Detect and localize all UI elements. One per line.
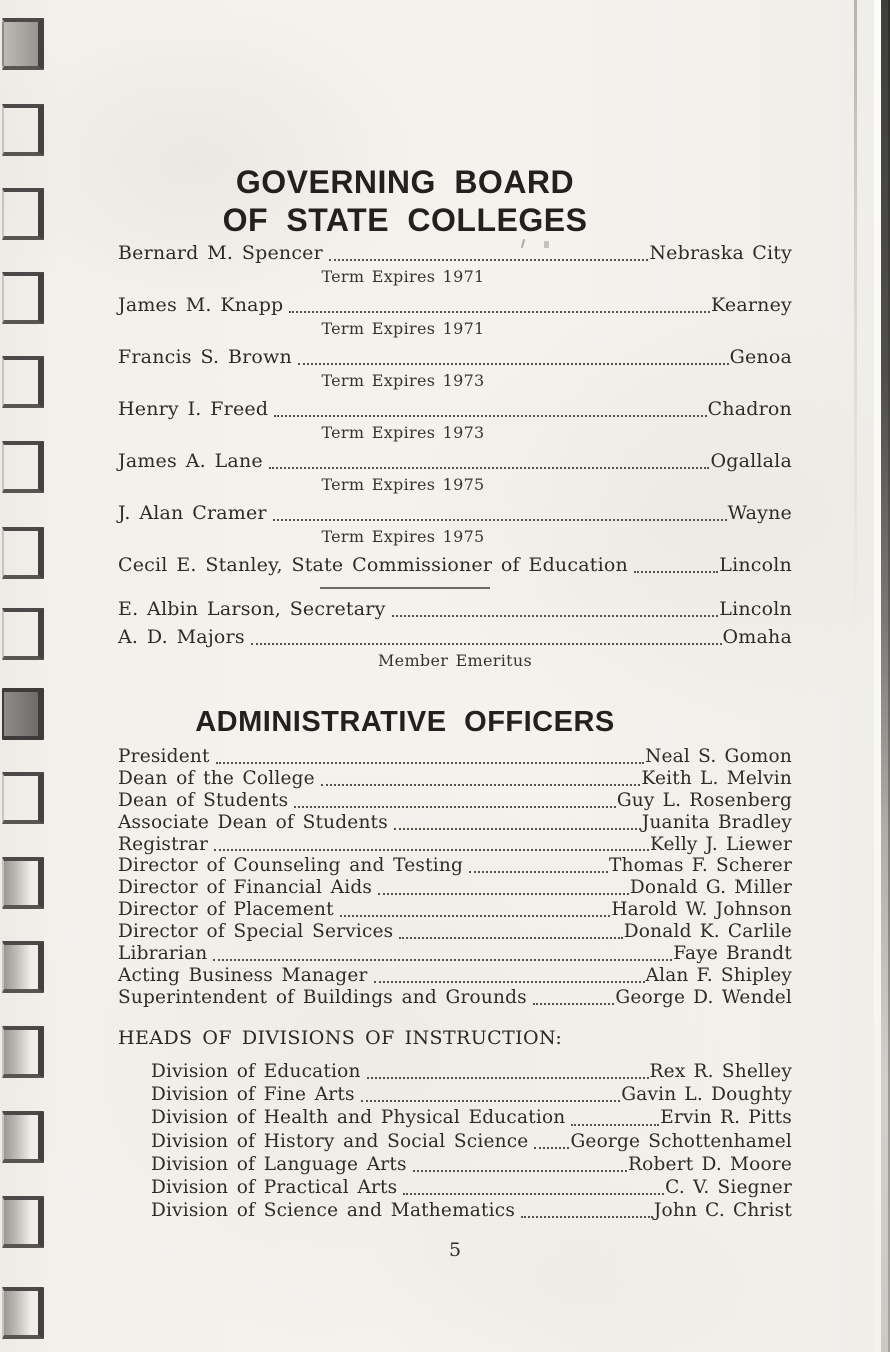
directory-row (118, 768, 792, 790)
board-member-row (118, 240, 792, 266)
board-member-city: Ogallala (710, 450, 792, 472)
binding-mark-artifact (2, 356, 44, 408)
directory-row-name: John C. Christ (653, 1200, 792, 1222)
directory-row-name: Robert D. Moore (628, 1153, 792, 1175)
directory-row (151, 1060, 792, 1083)
directory-row (118, 899, 792, 921)
dotted-leader (399, 937, 622, 939)
directory-row-title: Division of Fine Arts (151, 1084, 355, 1106)
dotted-leader (367, 1077, 649, 1079)
term-note: Term Expires 1971 (321, 267, 485, 286)
directory-row-title: Division of History and Social Science (151, 1130, 529, 1152)
directory-row-title: President (118, 746, 210, 767)
directory-row-title: Division of Education (151, 1061, 361, 1082)
dotted-leader (469, 871, 608, 873)
board-member-entry (118, 624, 792, 672)
directory-row-title: Director of Special Services (118, 921, 394, 943)
directory-row-name: C. V. Siegner (665, 1176, 792, 1198)
divisions-heading: HEADS OF DIVISIONS OF INSTRUCTION: (118, 1027, 563, 1049)
binding-mark-artifact (2, 1111, 44, 1163)
board-member-entry (118, 396, 792, 444)
dotted-leader (394, 828, 641, 830)
dotted-leader (251, 643, 722, 645)
directory-row (118, 790, 792, 812)
directory-row (118, 834, 792, 856)
board-member-row (118, 344, 792, 370)
dotted-leader (216, 762, 645, 764)
directory-row-name: Keith L. Melvin (641, 767, 792, 789)
term-note: Term Expires 1975 (321, 475, 485, 494)
dotted-leader (274, 415, 706, 417)
dotted-leader (269, 467, 710, 469)
dotted-leader (634, 571, 718, 573)
directory-row-name: Guy L. Rosenberg (616, 789, 792, 811)
dotted-leader (289, 311, 710, 313)
directory-row-title: Director of Counseling and Testing (118, 855, 464, 877)
board-member-name: Cecil E. Stanley, State Commissioner of Education (118, 554, 628, 576)
page-crease (854, 0, 857, 640)
divider-rule (320, 587, 490, 589)
dotted-leader (294, 806, 615, 808)
directory-row-title: Division of Health and Physical Education (151, 1107, 566, 1129)
page-number: 5 (448, 1239, 462, 1261)
term-note: Term Expires 1973 (321, 371, 485, 390)
governing-board-title (118, 163, 692, 239)
directory-row-name: Thomas F. Scherer (609, 855, 792, 877)
board-member-entry (118, 552, 792, 578)
directory-row-title: Division of Science and Mathematics (151, 1200, 516, 1222)
directory-row-name: Harold W. Johnson (611, 899, 792, 921)
directory-row-title: Dean of the College (118, 767, 315, 789)
binding-mark-artifact (2, 272, 44, 324)
divisions-list (118, 1060, 792, 1222)
directory-row (151, 1130, 792, 1153)
dotted-leader (533, 1003, 615, 1005)
board-member-city: Omaha (722, 626, 792, 648)
directory-row-title: Division of Language Arts (151, 1153, 407, 1175)
directory-row (151, 1153, 792, 1176)
directory-row (151, 1106, 792, 1129)
directory-row (118, 943, 792, 965)
board-member-row (118, 292, 792, 318)
directory-row (118, 965, 792, 987)
directory-row (118, 855, 792, 877)
page-edge-highlight (874, 0, 881, 1352)
board-member-name: E. Albin Larson, Secretary (118, 598, 386, 620)
term-note: Term Expires 1973 (321, 423, 485, 442)
board-member-city: Lincoln (719, 598, 792, 620)
board-member-entry (118, 500, 792, 548)
binding-mark-artifact (2, 441, 44, 493)
board-member-row (118, 552, 792, 578)
board-member-name: Henry I. Freed (118, 398, 269, 420)
directory-row-name: George Schottenhamel (570, 1130, 792, 1152)
dotted-leader (273, 519, 727, 521)
directory-row-name: Faye Brandt (673, 943, 792, 965)
board-member-entry (118, 448, 792, 496)
directory-row-name: Kelly J. Liewer (650, 833, 792, 855)
board-member-row (118, 596, 792, 622)
directory-row-name: Ervin R. Pitts (660, 1107, 792, 1129)
directory-row (118, 812, 792, 834)
directory-row-name: George D. Wendel (615, 986, 792, 1008)
directory-row-title: Librarian (118, 943, 208, 965)
board-member-name: Francis S. Brown (118, 346, 292, 368)
term-note: Term Expires 1971 (321, 319, 485, 338)
term-note: Member Emeritus (378, 651, 532, 670)
dotted-leader (298, 363, 729, 365)
dotted-leader (534, 1147, 569, 1149)
board-member-row (118, 448, 792, 474)
term-note: Term Expires 1975 (321, 527, 485, 546)
directory-row-name: Donald K. Carlile (623, 921, 792, 943)
dotted-leader (392, 615, 719, 617)
board-member-entry (118, 292, 792, 340)
directory-row-name: Rex R. Shelley (649, 1061, 792, 1082)
board-member-row (118, 396, 792, 422)
dotted-leader (413, 1170, 627, 1172)
board-member-city: Chadron (707, 398, 792, 420)
divisions-section (118, 1026, 792, 1222)
administrative-officers-title-text: ADMINISTRATIVE OFFICERS (195, 706, 615, 738)
directory-row-title: Dean of Students (118, 789, 289, 811)
directory-row-title: Division of Practical Arts (151, 1176, 398, 1198)
governing-board-title-line1: GOVERNING BOARD (235, 164, 575, 200)
dotted-leader (340, 915, 611, 917)
binding-mark-artifact (2, 857, 44, 909)
board-member-row (118, 500, 792, 526)
governing-board-list (118, 240, 792, 676)
binding-mark-artifact (2, 1287, 44, 1339)
board-member-city: Kearney (711, 294, 792, 316)
directory-row (151, 1199, 792, 1222)
board-member-row (118, 624, 792, 650)
binding-mark-artifact (2, 772, 44, 824)
binding-mark-artifact (2, 188, 44, 240)
administrative-officers-list (118, 746, 792, 1009)
binding-mark-artifact (2, 688, 44, 740)
binding-mark-artifact (2, 527, 44, 579)
board-member-name: James A. Lane (118, 450, 263, 472)
directory-row (151, 1176, 792, 1199)
directory-row (118, 746, 792, 768)
binding-mark-artifact (2, 608, 44, 660)
directory-row-title: Acting Business Manager (118, 964, 368, 986)
dotted-leader (374, 981, 645, 983)
binding-mark-artifact (2, 18, 44, 70)
binding-mark-artifact (2, 1196, 44, 1248)
board-member-name: J. Alan Cramer (118, 502, 267, 524)
board-member-name: A. D. Majors (118, 626, 245, 648)
directory-row-name: Alan F. Shipley (645, 964, 792, 986)
binding-mark-artifact (2, 941, 44, 993)
directory-row (118, 877, 792, 899)
directory-row-name: Juanita Bradley (641, 811, 792, 833)
directory-row-title: Director of Financial Aids (118, 877, 373, 899)
dotted-leader (521, 1216, 653, 1218)
dotted-leader (329, 259, 648, 261)
dotted-leader (378, 893, 629, 895)
binding-mark-artifact (2, 1026, 44, 1078)
board-member-name: Bernard M. Spencer (118, 242, 323, 264)
dotted-leader (403, 1193, 664, 1195)
governing-board-title-line2: OF STATE COLLEGES (222, 202, 588, 238)
directory-row-name: Neal S. Gomon (645, 746, 792, 767)
directory-row-name: Donald G. Miller (629, 877, 792, 899)
directory-row (118, 921, 792, 943)
directory-row (151, 1083, 792, 1106)
dotted-leader (361, 1100, 621, 1102)
directory-row-title: Superintendent of Buildings and Grounds (118, 986, 527, 1008)
dotted-leader (571, 1124, 659, 1126)
directory-row-title: Associate Dean of Students (118, 811, 388, 833)
board-member-city: Nebraska City (649, 242, 792, 264)
board-member-entry (118, 240, 792, 288)
board-member-entry (118, 344, 792, 392)
directory-row-title: Director of Placement (118, 899, 334, 921)
board-member-city: Genoa (729, 346, 792, 368)
board-member-entry (118, 596, 792, 622)
directory-row-name: Gavin L. Doughty (621, 1084, 792, 1106)
administrative-officers-title (118, 705, 692, 739)
binding-mark-artifact (2, 104, 44, 156)
board-member-city: Lincoln (719, 554, 792, 576)
dotted-leader (213, 959, 672, 961)
board-member-city: Wayne (727, 502, 792, 524)
dotted-leader (321, 784, 641, 786)
dotted-leader (214, 849, 649, 851)
directory-row-title: Registrar (118, 833, 209, 855)
board-member-name: James M. Knapp (118, 294, 284, 316)
directory-row (118, 987, 792, 1009)
